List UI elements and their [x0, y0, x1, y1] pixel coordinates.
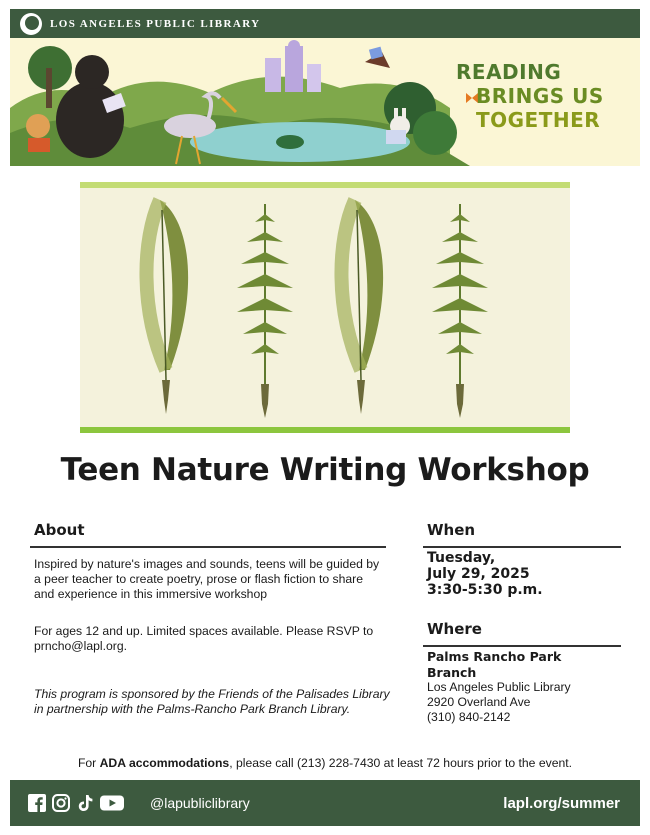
- branch-name-line-2: Branch: [427, 665, 477, 680]
- quill-fern-artwork: [80, 182, 570, 433]
- where-divider: [423, 645, 621, 647]
- when-divider: [423, 546, 621, 548]
- slogan: [456, 60, 640, 132]
- about-heading: About: [34, 521, 85, 539]
- slogan-line-1: READING: [456, 60, 562, 84]
- hero-illustration: [80, 182, 570, 433]
- website-link[interactable]: lapl.org/summer: [503, 794, 620, 812]
- about-divider: [30, 546, 386, 548]
- instagram-icon[interactable]: [52, 794, 70, 812]
- ada-notice: [0, 756, 650, 770]
- where-heading: Where: [427, 620, 482, 638]
- branch-phone: (310) 840-2142: [427, 710, 511, 724]
- library-name: LOS ANGELES PUBLIC LIBRARY: [50, 17, 261, 30]
- header-bar: [10, 9, 640, 38]
- ada-suffix: , please call (213) 228-7430 at least 72 hours prior to the event.: [229, 756, 573, 770]
- about-eligibility: For ages 12 and up. Limited spaces available. Please RSVP to prncho@lapl.org.: [34, 624, 374, 653]
- social-handle[interactable]: @lapubliclibrary: [150, 795, 250, 811]
- about-description: Inspired by nature's images and sounds, teens will be guided by a peer teacher to create poetry, prose or flash fiction to share and experience in this immersive workshop: [34, 557, 380, 601]
- event-day: Tuesday,: [427, 550, 496, 566]
- facebook-icon[interactable]: [28, 794, 46, 812]
- branch-name-line-1: Palms Rancho Park: [427, 649, 562, 664]
- slogan-line-3: TOGETHER: [476, 108, 601, 132]
- page-title: Teen Nature Writing Workshop: [60, 452, 590, 488]
- event-time: 3:30-5:30 p.m.: [427, 582, 543, 598]
- quill-icon: [146, 200, 188, 414]
- hero-bottom-stripe: [80, 427, 570, 433]
- when-heading: When: [427, 521, 476, 539]
- sponsor-note: This program is sponsored by the Friends of the Palisades Library in partnership with the Palms-Rancho Park Branch Library.: [34, 687, 390, 716]
- ada-bold: ADA accommodations: [99, 756, 230, 770]
- hero-top-stripe: [80, 182, 570, 188]
- summer-reading-banner: [10, 38, 640, 166]
- lapl-logo-icon: [20, 13, 42, 35]
- fern-icon: [432, 204, 488, 418]
- tiktok-icon[interactable]: [76, 794, 94, 812]
- social-links: [28, 794, 124, 812]
- footer-bar: [10, 780, 640, 826]
- quill-icon: [341, 200, 383, 414]
- ada-prefix: For: [77, 756, 100, 770]
- branch-organization: Los Angeles Public Library: [427, 680, 571, 694]
- slogan-line-2: BRINGS US: [476, 84, 604, 108]
- youtube-icon[interactable]: [100, 794, 124, 812]
- fern-icon: [237, 204, 293, 418]
- branch-address: 2920 Overland Ave: [427, 695, 531, 709]
- event-date: July 29, 2025: [427, 566, 530, 582]
